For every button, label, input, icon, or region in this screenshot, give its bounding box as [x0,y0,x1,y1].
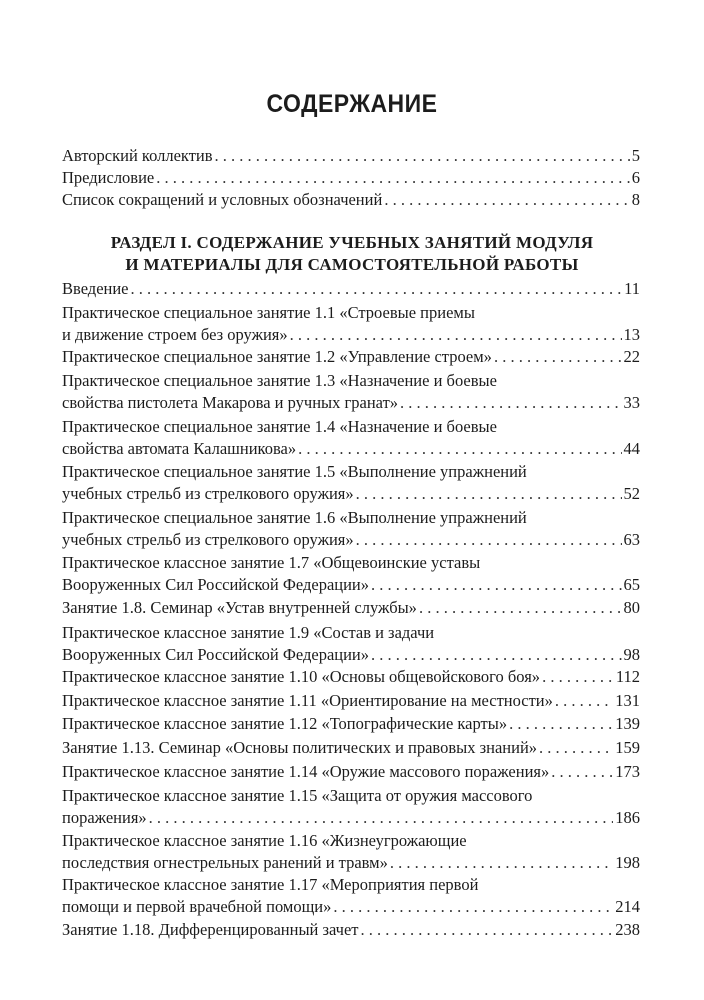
toc-entry[interactable] [62,597,640,619]
dot-leader [419,597,622,619]
dot-leader [361,919,614,941]
toc-page-number: 22 [623,347,640,366]
toc-entry-preface[interactable] [62,167,640,189]
toc-entry-title-line1: Практическое специальное занятие 1.1 «Строевые приемы [62,303,475,322]
dot-leader [333,896,613,918]
toc-page-number: 98 [623,645,640,664]
toc-entry[interactable] [62,785,640,829]
toc-entry-authors[interactable] [62,145,640,167]
toc-page-number: 214 [615,897,640,916]
toc-page-number: 52 [623,484,640,503]
dot-leader [290,324,622,346]
toc-entry-title-line2: Вооруженных Сил Российской Федерации» [62,645,370,664]
toc-entry[interactable] [62,737,640,759]
dot-leader [390,852,613,874]
toc-page-number: 6 [631,168,640,187]
dot-leader [149,807,614,829]
toc-entry[interactable] [62,919,640,941]
toc-entry-abbreviations[interactable] [62,189,640,211]
toc-entry-title-line2: последствия огнестрельных ранений и травм» [62,853,388,872]
toc-page-number: 33 [623,393,640,412]
toc-entry[interactable] [62,302,640,346]
dot-leader [494,346,622,368]
toc-entry-title-line1: Практическое классное занятие 1.9 «Состав и задачи [62,623,435,642]
section-heading-line1: РАЗДЕЛ I. СОДЕРЖАНИЕ УЧЕБНЫХ ЗАНЯТИЙ МОДУЛЯ [110,233,594,252]
toc-entry[interactable] [62,507,640,551]
dot-leader [298,438,621,460]
toc-entry[interactable] [62,622,640,666]
page-title: СОДЕРЖАНИЕ [266,90,438,118]
dot-leader [371,574,621,596]
toc-page-number: 112 [615,667,640,686]
dot-leader [371,644,621,666]
toc-page-number: 198 [615,853,640,872]
toc-entry[interactable] [62,713,640,735]
toc-entry[interactable] [62,461,640,505]
toc-entry[interactable] [62,416,640,460]
toc-page-number: 8 [631,190,640,209]
toc-page-number: 238 [615,920,640,939]
toc-entry[interactable] [62,552,640,596]
dot-leader [555,690,613,712]
toc-entry-title: Занятие 1.13. Семинар «Основы политических и правовых знаний» [62,738,538,757]
section-heading [0,232,704,276]
dot-leader [215,145,630,167]
section-heading-line2: И МАТЕРИАЛЫ ДЛЯ САМОСТОЯТЕЛЬНОЙ РАБОТЫ [125,255,579,274]
toc-entry-title: Занятие 1.18. Дифференцированный зачет [62,920,359,939]
toc-page-number: 139 [615,714,640,733]
toc-entry-title-line1: Практическое классное занятие 1.16 «Жизнеугрожающие [62,831,467,850]
toc-entry[interactable] [62,830,640,874]
toc-entry[interactable] [62,690,640,712]
toc-entry-title-line1: Практическое классное занятие 1.17 «Мероприятия первой [62,875,479,894]
toc-entry-title: Практическое классное занятие 1.10 «Основы общевойскового боя» [62,667,541,686]
dot-leader [542,666,614,688]
toc-page-number: 5 [631,146,640,165]
toc-entry-title-line1: Практическое специальное занятие 1.3 «Назначение и боевые [62,371,497,390]
toc-page-number: 65 [623,575,640,594]
toc-entry-title-line2: свойства автомата Калашникова» [62,439,297,458]
dot-leader [356,483,622,505]
toc-entry-title: Практическое классное занятие 1.14 «Оружие массового поражения» [62,762,550,781]
dot-leader [384,189,629,211]
toc-entry-title-line2: поражения» [62,808,147,827]
toc-entry-title-line1: Практическое специальное занятие 1.6 «Выполнение упражнений [62,508,527,527]
toc-page-number: 159 [615,738,640,757]
toc-entry-title-line1: Практическое специальное занятие 1.4 «Назначение и боевые [62,417,497,436]
toc-entry-title-line1: Практическое классное занятие 1.15 «Защита от оружия массового [62,786,533,805]
toc-page-number: 186 [615,808,640,827]
dot-leader [509,713,613,735]
toc-page-number: 44 [623,439,640,458]
toc-entry-title: Практическое специальное занятие 1.2 «Управление строем» [62,347,492,366]
toc-entry-title-line2: помощи и первой врачебной помощи» [62,897,332,916]
toc-entry[interactable] [62,874,640,918]
toc-entry-title: Практическое классное занятие 1.11 «Ориентирование на местности» [62,691,553,710]
dot-leader [156,167,630,189]
toc-page-number: 173 [615,762,640,781]
toc-entry-title: Практическое классное занятие 1.12 «Топографические карты» [62,714,508,733]
dot-leader [356,529,622,551]
toc-entry-title-line1: Практическое классное занятие 1.7 «Общевоинские уставы [62,553,481,572]
toc-entry-title: Занятие 1.8. Семинар «Устав внутренней службы» [62,598,417,617]
toc-entry[interactable] [62,278,640,300]
dot-leader [551,761,613,783]
toc-entry-title-line2: учебных стрельб из стрелкового оружия» [62,530,354,549]
toc-entry-title: Предисловие [62,168,155,187]
toc-entry-title-line2: Вооруженных Сил Российской Федерации» [62,575,370,594]
toc-entry-title-line2: учебных стрельб из стрелкового оружия» [62,484,354,503]
toc-entry-title-line2: свойства пистолета Макарова и ручных гранат» [62,393,399,412]
toc-page-number: 13 [623,325,640,344]
toc-entry[interactable] [62,370,640,414]
toc-entry-title: Введение [62,279,129,298]
toc-entry[interactable] [62,346,640,368]
toc-entry-title: Список сокращений и условных обозначений [62,190,383,209]
toc-entry[interactable] [62,761,640,783]
toc-entry-title-line1: Практическое специальное занятие 1.5 «Выполнение упражнений [62,462,527,481]
toc-page-number: 63 [623,530,640,549]
toc-page-number: 131 [615,691,640,710]
dot-leader [131,278,623,300]
toc-page-number: 11 [624,279,640,298]
dot-leader [539,737,613,759]
dot-leader [400,392,621,414]
toc-entry-title-line2: и движение строем без оружия» [62,325,288,344]
toc-entry-title: Авторский коллектив [62,146,213,165]
toc-entry[interactable] [62,666,640,688]
toc-page-number: 80 [623,598,640,617]
